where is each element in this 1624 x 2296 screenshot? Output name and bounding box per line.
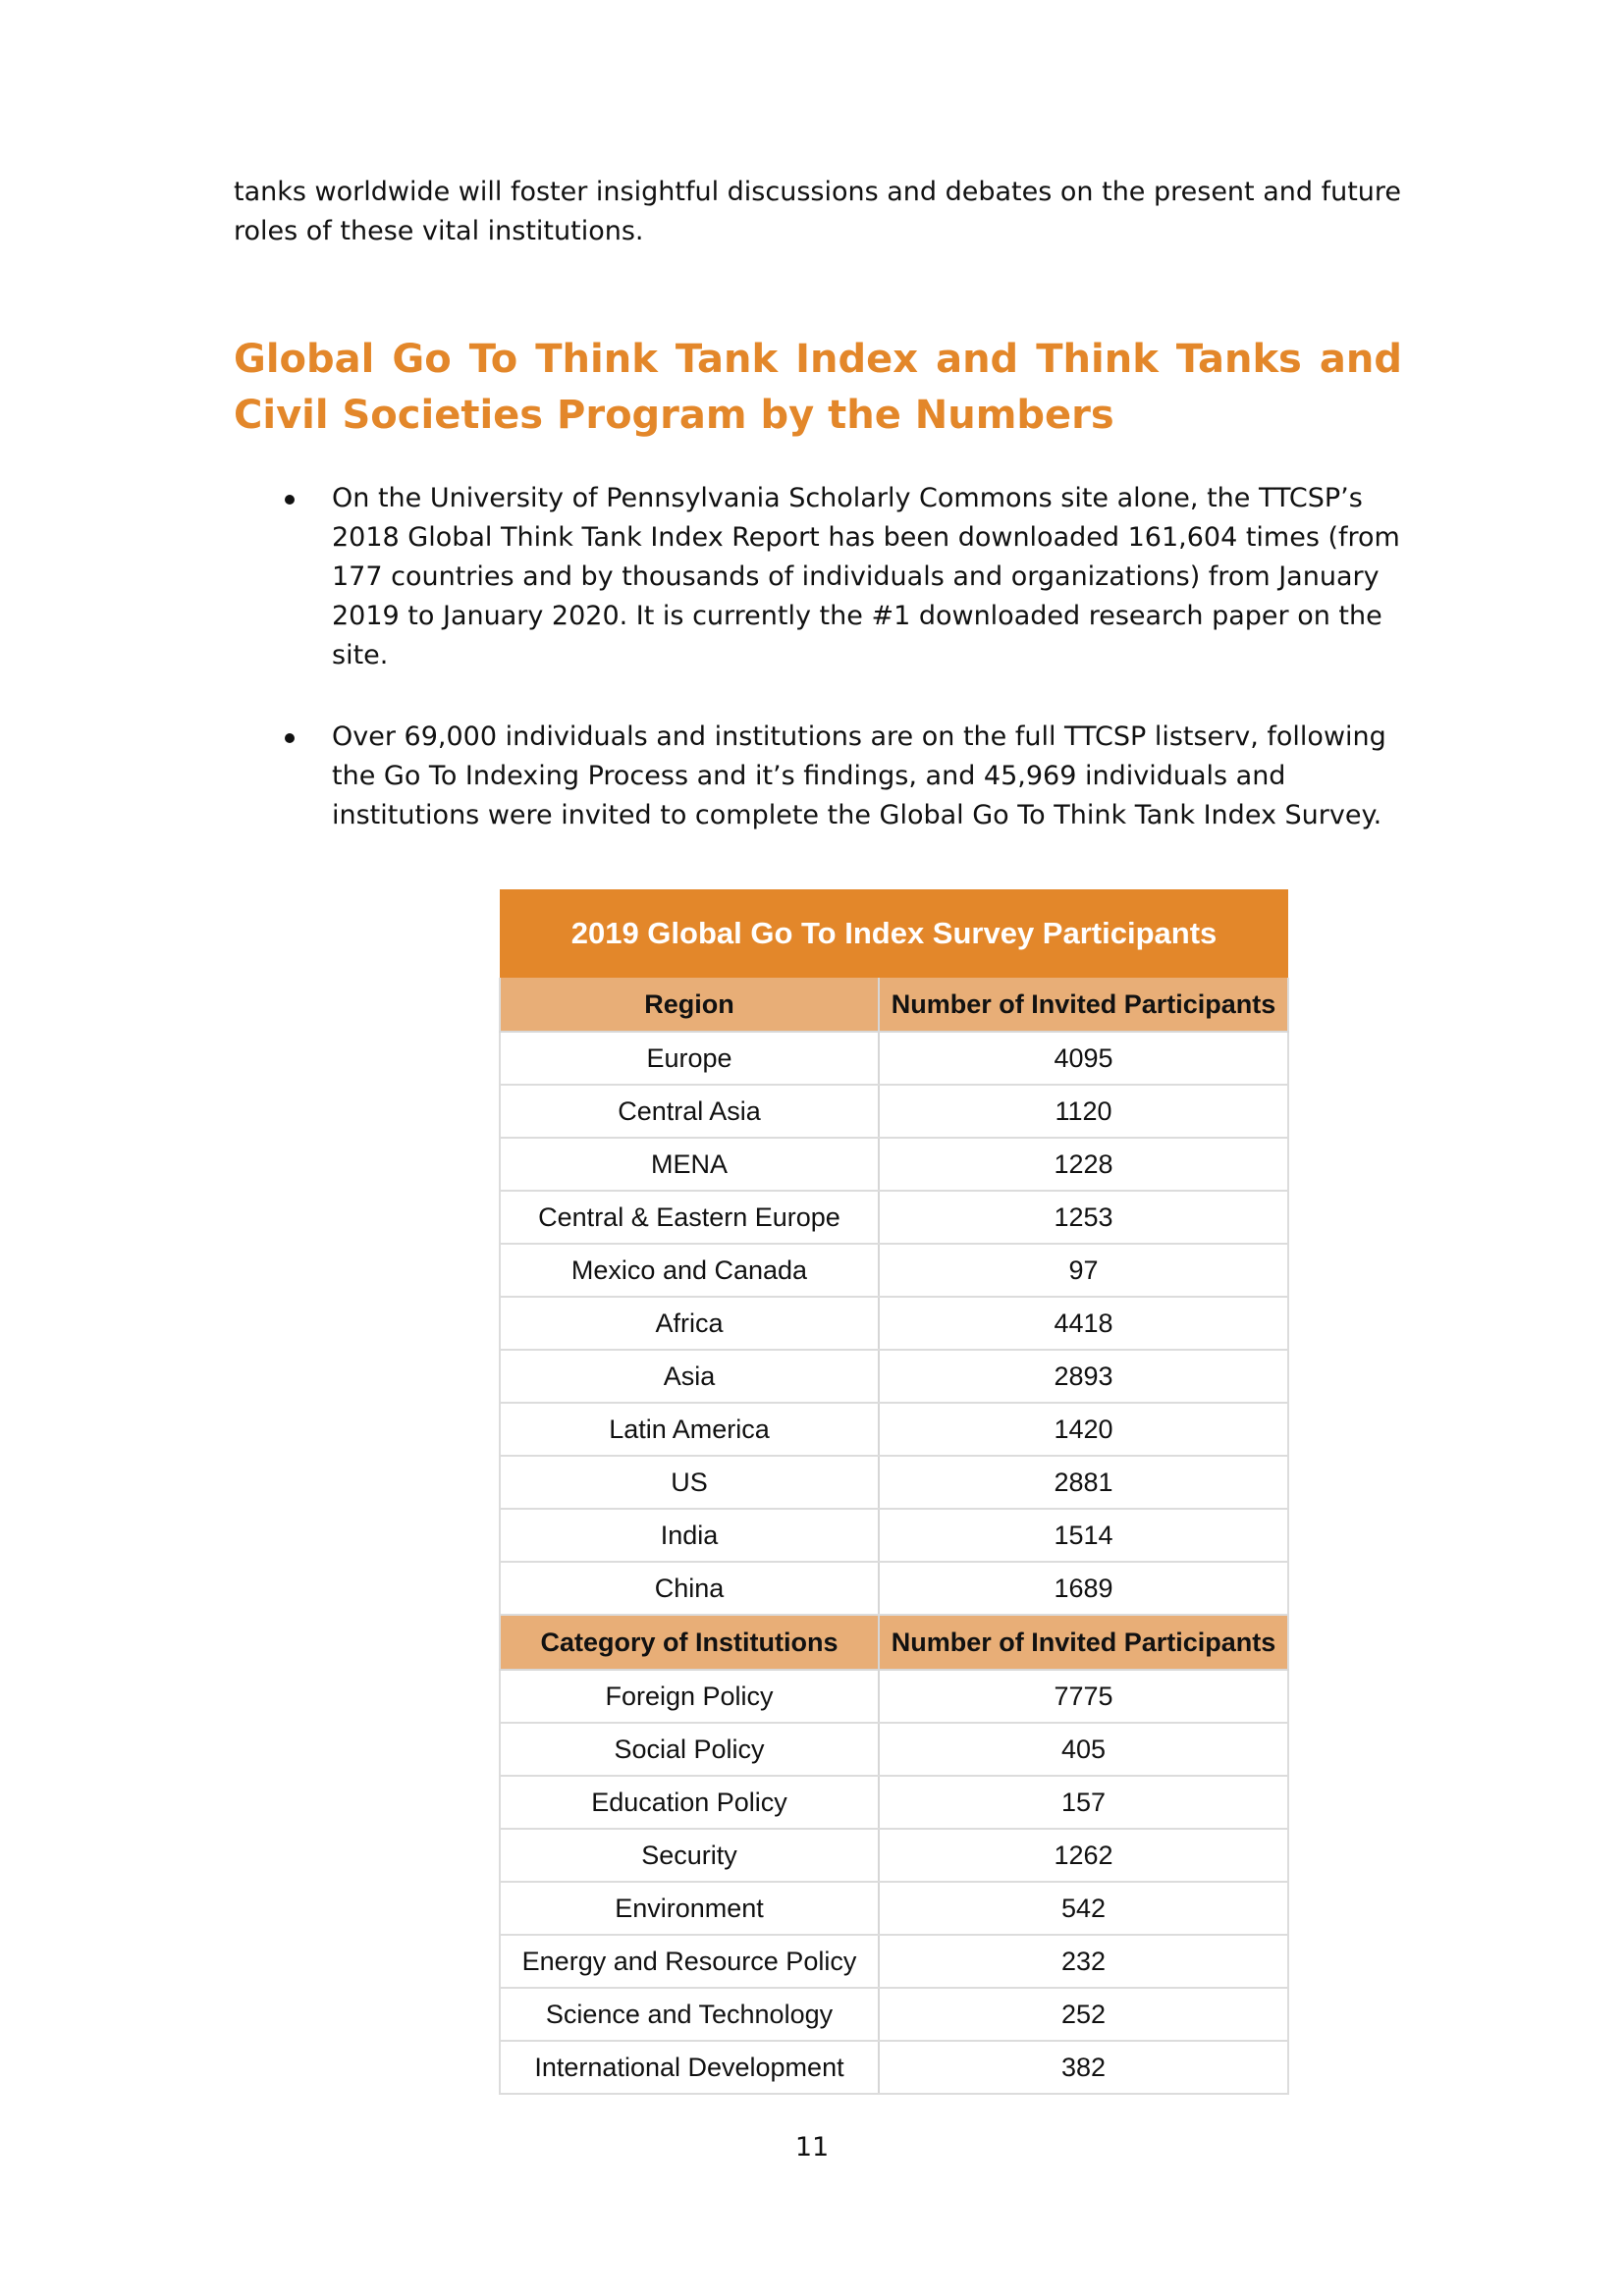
row-label-cell: US: [500, 1456, 879, 1509]
table-row: [500, 1882, 1288, 1935]
column-header-count: Number of Invited Participants: [879, 1615, 1288, 1670]
column-header-category: Region: [500, 978, 879, 1032]
row-label-cell: Asia: [500, 1350, 879, 1403]
table-row: [500, 1829, 1288, 1882]
row-label-cell: Mexico and Canada: [500, 1244, 879, 1297]
row-value-cell: 1262: [879, 1829, 1288, 1882]
table-row: [500, 1244, 1288, 1297]
row-label-cell: China: [500, 1562, 879, 1615]
row-value-cell: 2881: [879, 1456, 1288, 1509]
table-row: [500, 1509, 1288, 1562]
table-row: [500, 1723, 1288, 1776]
table-body: [500, 978, 1288, 2094]
row-value-cell: 252: [879, 1988, 1288, 2041]
row-value-cell: 232: [879, 1935, 1288, 1988]
row-value-cell: 7775: [879, 1670, 1288, 1723]
table-title: 2019 Global Go To Index Survey Participants: [500, 889, 1288, 978]
table-row: [500, 1935, 1288, 1988]
row-label-cell: Foreign Policy: [500, 1670, 879, 1723]
row-value-cell: 1420: [879, 1403, 1288, 1456]
row-value-cell: 97: [879, 1244, 1288, 1297]
row-label-cell: Central Asia: [500, 1085, 879, 1138]
table-row: [500, 1191, 1288, 1244]
row-value-cell: 1253: [879, 1191, 1288, 1244]
table-row: [500, 1988, 1288, 2041]
row-value-cell: 542: [879, 1882, 1288, 1935]
table-row: [500, 1350, 1288, 1403]
row-label-cell: International Development: [500, 2041, 879, 2094]
table-row: [500, 1403, 1288, 1456]
bullet-dot-icon: [285, 495, 295, 505]
intro-paragraph: tanks worldwide will foster insightful discussions and debates on the present and future roles of these vital institutions.: [234, 177, 1402, 246]
table-row: [500, 1138, 1288, 1191]
table-row: [500, 1670, 1288, 1723]
row-label-cell: MENA: [500, 1138, 879, 1191]
row-label-cell: Social Policy: [500, 1723, 879, 1776]
row-value-cell: 1689: [879, 1562, 1288, 1615]
bullet-text: On the University of Pennsylvania Scholarly Commons site alone, the TTCSP’s 2018 Global Think Tank Index Report has been downloaded 161,604 times (from 177 countries and by thousands of individuals and organizations) from January 2019 to January 2020. It is currently the #1 downloaded research paper on the site.: [332, 483, 1400, 670]
row-value-cell: 2893: [879, 1350, 1288, 1403]
bullet-dot-icon: [285, 733, 295, 743]
row-label-cell: Energy and Resource Policy: [500, 1935, 879, 1988]
section-heading: Global Go To Think Tank Index and Think Tanks and Civil Societies Program by the Numbers: [234, 337, 1402, 438]
column-header-category: Category of Institutions: [500, 1615, 879, 1670]
table-section-header-row: [500, 978, 1288, 1032]
row-value-cell: 1120: [879, 1085, 1288, 1138]
table-row: [500, 1562, 1288, 1615]
column-header-count: Number of Invited Participants: [879, 978, 1288, 1032]
row-label-cell: Africa: [500, 1297, 879, 1350]
row-label-cell: Central & Eastern Europe: [500, 1191, 879, 1244]
row-label-cell: Europe: [500, 1032, 879, 1085]
row-label-cell: India: [500, 1509, 879, 1562]
row-label-cell: Security: [500, 1829, 879, 1882]
bullet-list: [275, 479, 1404, 878]
table-row: [500, 1085, 1288, 1138]
table-row: [500, 2041, 1288, 2094]
bullet-text: Over 69,000 individuals and institutions are on the full TTCSP listserv, following the Go To Indexing Process and it’s findings, and 45,969 individuals and institutions were invited to complete the Global Go To Think Tank Index Survey.: [332, 721, 1386, 830]
row-label-cell: Latin America: [500, 1403, 879, 1456]
page-number: 11: [794, 2132, 830, 2163]
row-label-cell: Science and Technology: [500, 1988, 879, 2041]
row-value-cell: 4418: [879, 1297, 1288, 1350]
table-section-header-row: [500, 1615, 1288, 1670]
bullet-item: [275, 479, 1404, 675]
row-value-cell: 1228: [879, 1138, 1288, 1191]
row-value-cell: 1514: [879, 1509, 1288, 1562]
row-value-cell: 382: [879, 2041, 1288, 2094]
table-row: [500, 1297, 1288, 1350]
row-value-cell: 157: [879, 1776, 1288, 1829]
table-row: [500, 1776, 1288, 1829]
bullet-item: [275, 718, 1404, 835]
survey-participants-table: [499, 889, 1289, 2095]
row-label-cell: Environment: [500, 1882, 879, 1935]
row-value-cell: 405: [879, 1723, 1288, 1776]
table-row: [500, 1456, 1288, 1509]
row-value-cell: 4095: [879, 1032, 1288, 1085]
row-label-cell: Education Policy: [500, 1776, 879, 1829]
table-row: [500, 1032, 1288, 1085]
